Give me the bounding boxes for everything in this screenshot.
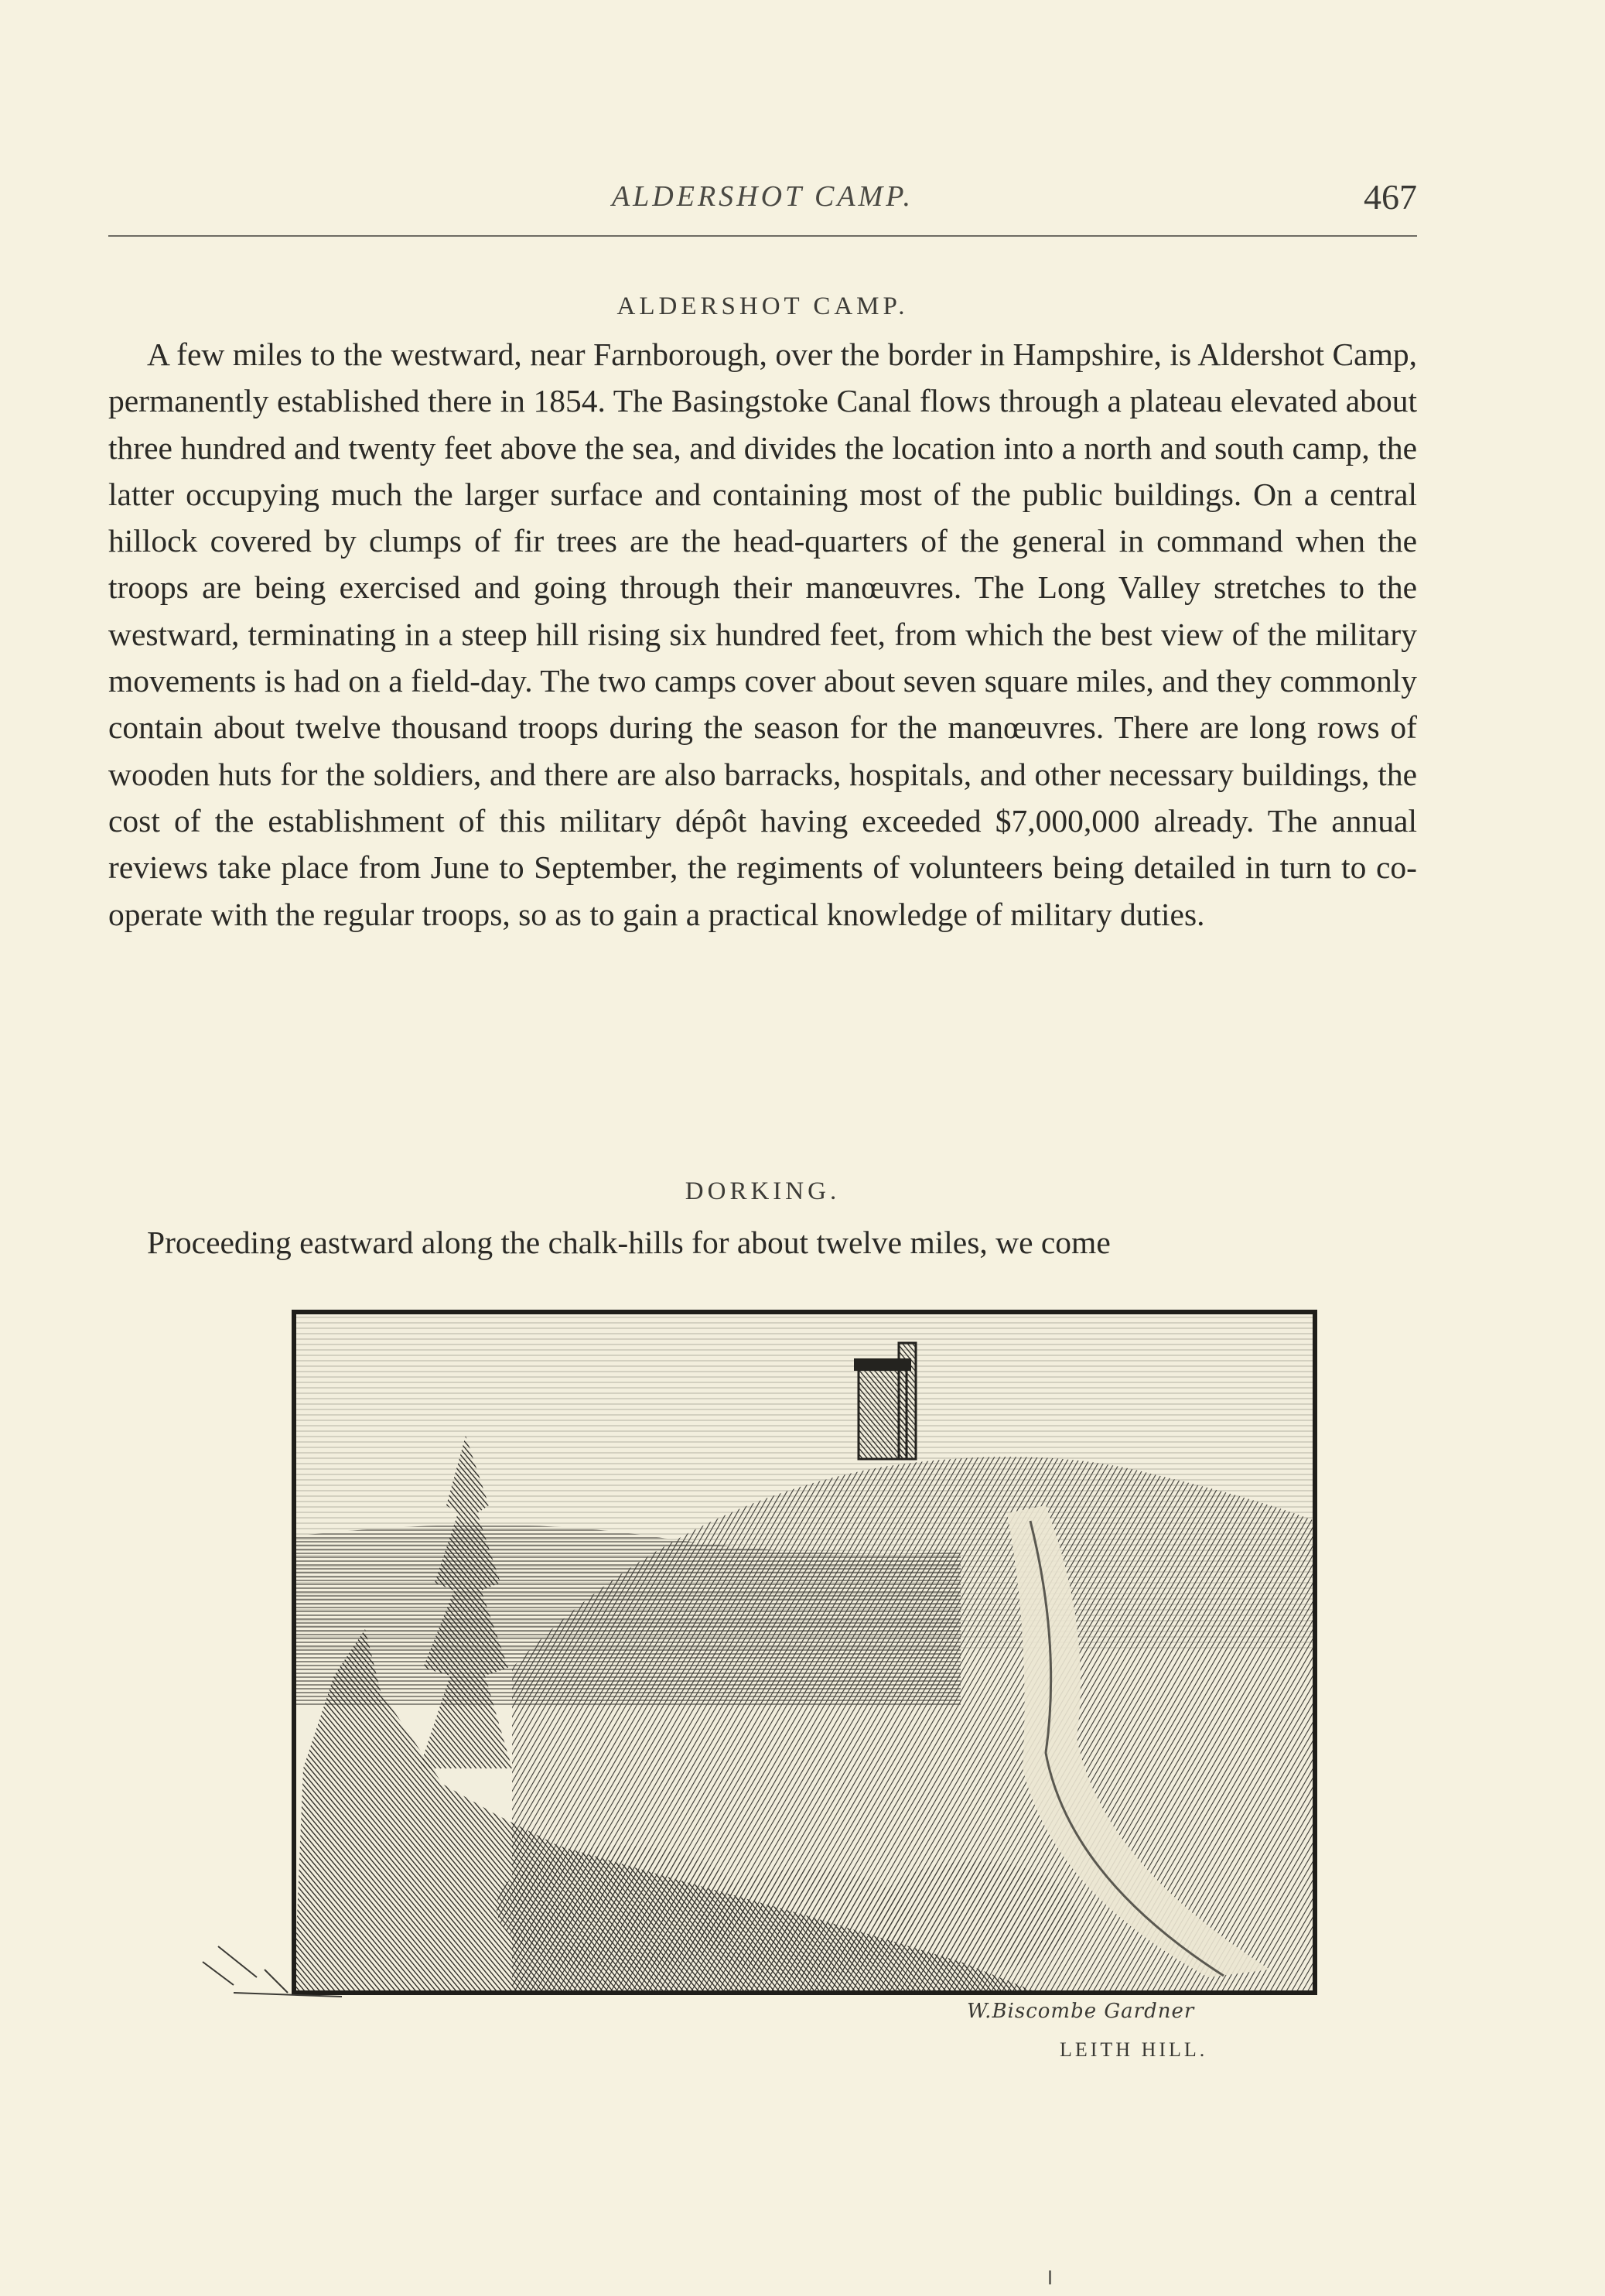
running-title: ALDERSHOT CAMP. (611, 180, 914, 213)
engraving-image (187, 1304, 1324, 2000)
paragraph-aldershot: A few miles to the westward, near Farnborough, over the border in Hampshire, is Aldershot Camp, permanently established there in 1854. The Basingstoke Canal flows through a plateau elevated about three hundred and twenty feet above the sea, and divides the location into a north and south camp, the latter occupying much the larger surface and containing most of the public buildings. On a central hillock covered by clumps of fir trees are the head-quarters of the general in command when the troops are being exercised and going through their manœuvres. The Long Valley stretches to the westward, terminating in a steep hill rising six hundred feet, from which the best view of the military movements is had on a field-day. The two camps cover about seven square miles, and they commonly contain about twelve thousand troops during the season for the manœuvres. There are long rows of wooden huts for the soldiers, and there are also barracks, hospitals, and other necessary buildings, the cost of the establishment of this military dépôt having exceeded $7,000,000 already. The annual reviews take place from June to September, the regiments of volunteers being detailed in turn to co-operate with the regular troops, so as to gain a practical knowledge of military duties. (108, 337, 1417, 932)
page-mark (1049, 2270, 1051, 2284)
section-heading-aldershot: ALDERSHOT CAMP. (616, 292, 909, 320)
illustration-leith-hill (187, 1304, 1324, 2000)
illustration-caption: LEITH HILL. (1060, 2038, 1208, 2061)
engraver-signature: W.Biscombe Gardner (967, 2000, 1195, 2023)
section-heading-dorking: DORKING. (685, 1177, 841, 1205)
header-rule (108, 235, 1417, 237)
running-head (108, 176, 1417, 223)
paragraph-dorking: Proceeding eastward along the chalk-hills for about twelve miles, we come (147, 1225, 1111, 1260)
page-number: 467 (1364, 177, 1417, 217)
